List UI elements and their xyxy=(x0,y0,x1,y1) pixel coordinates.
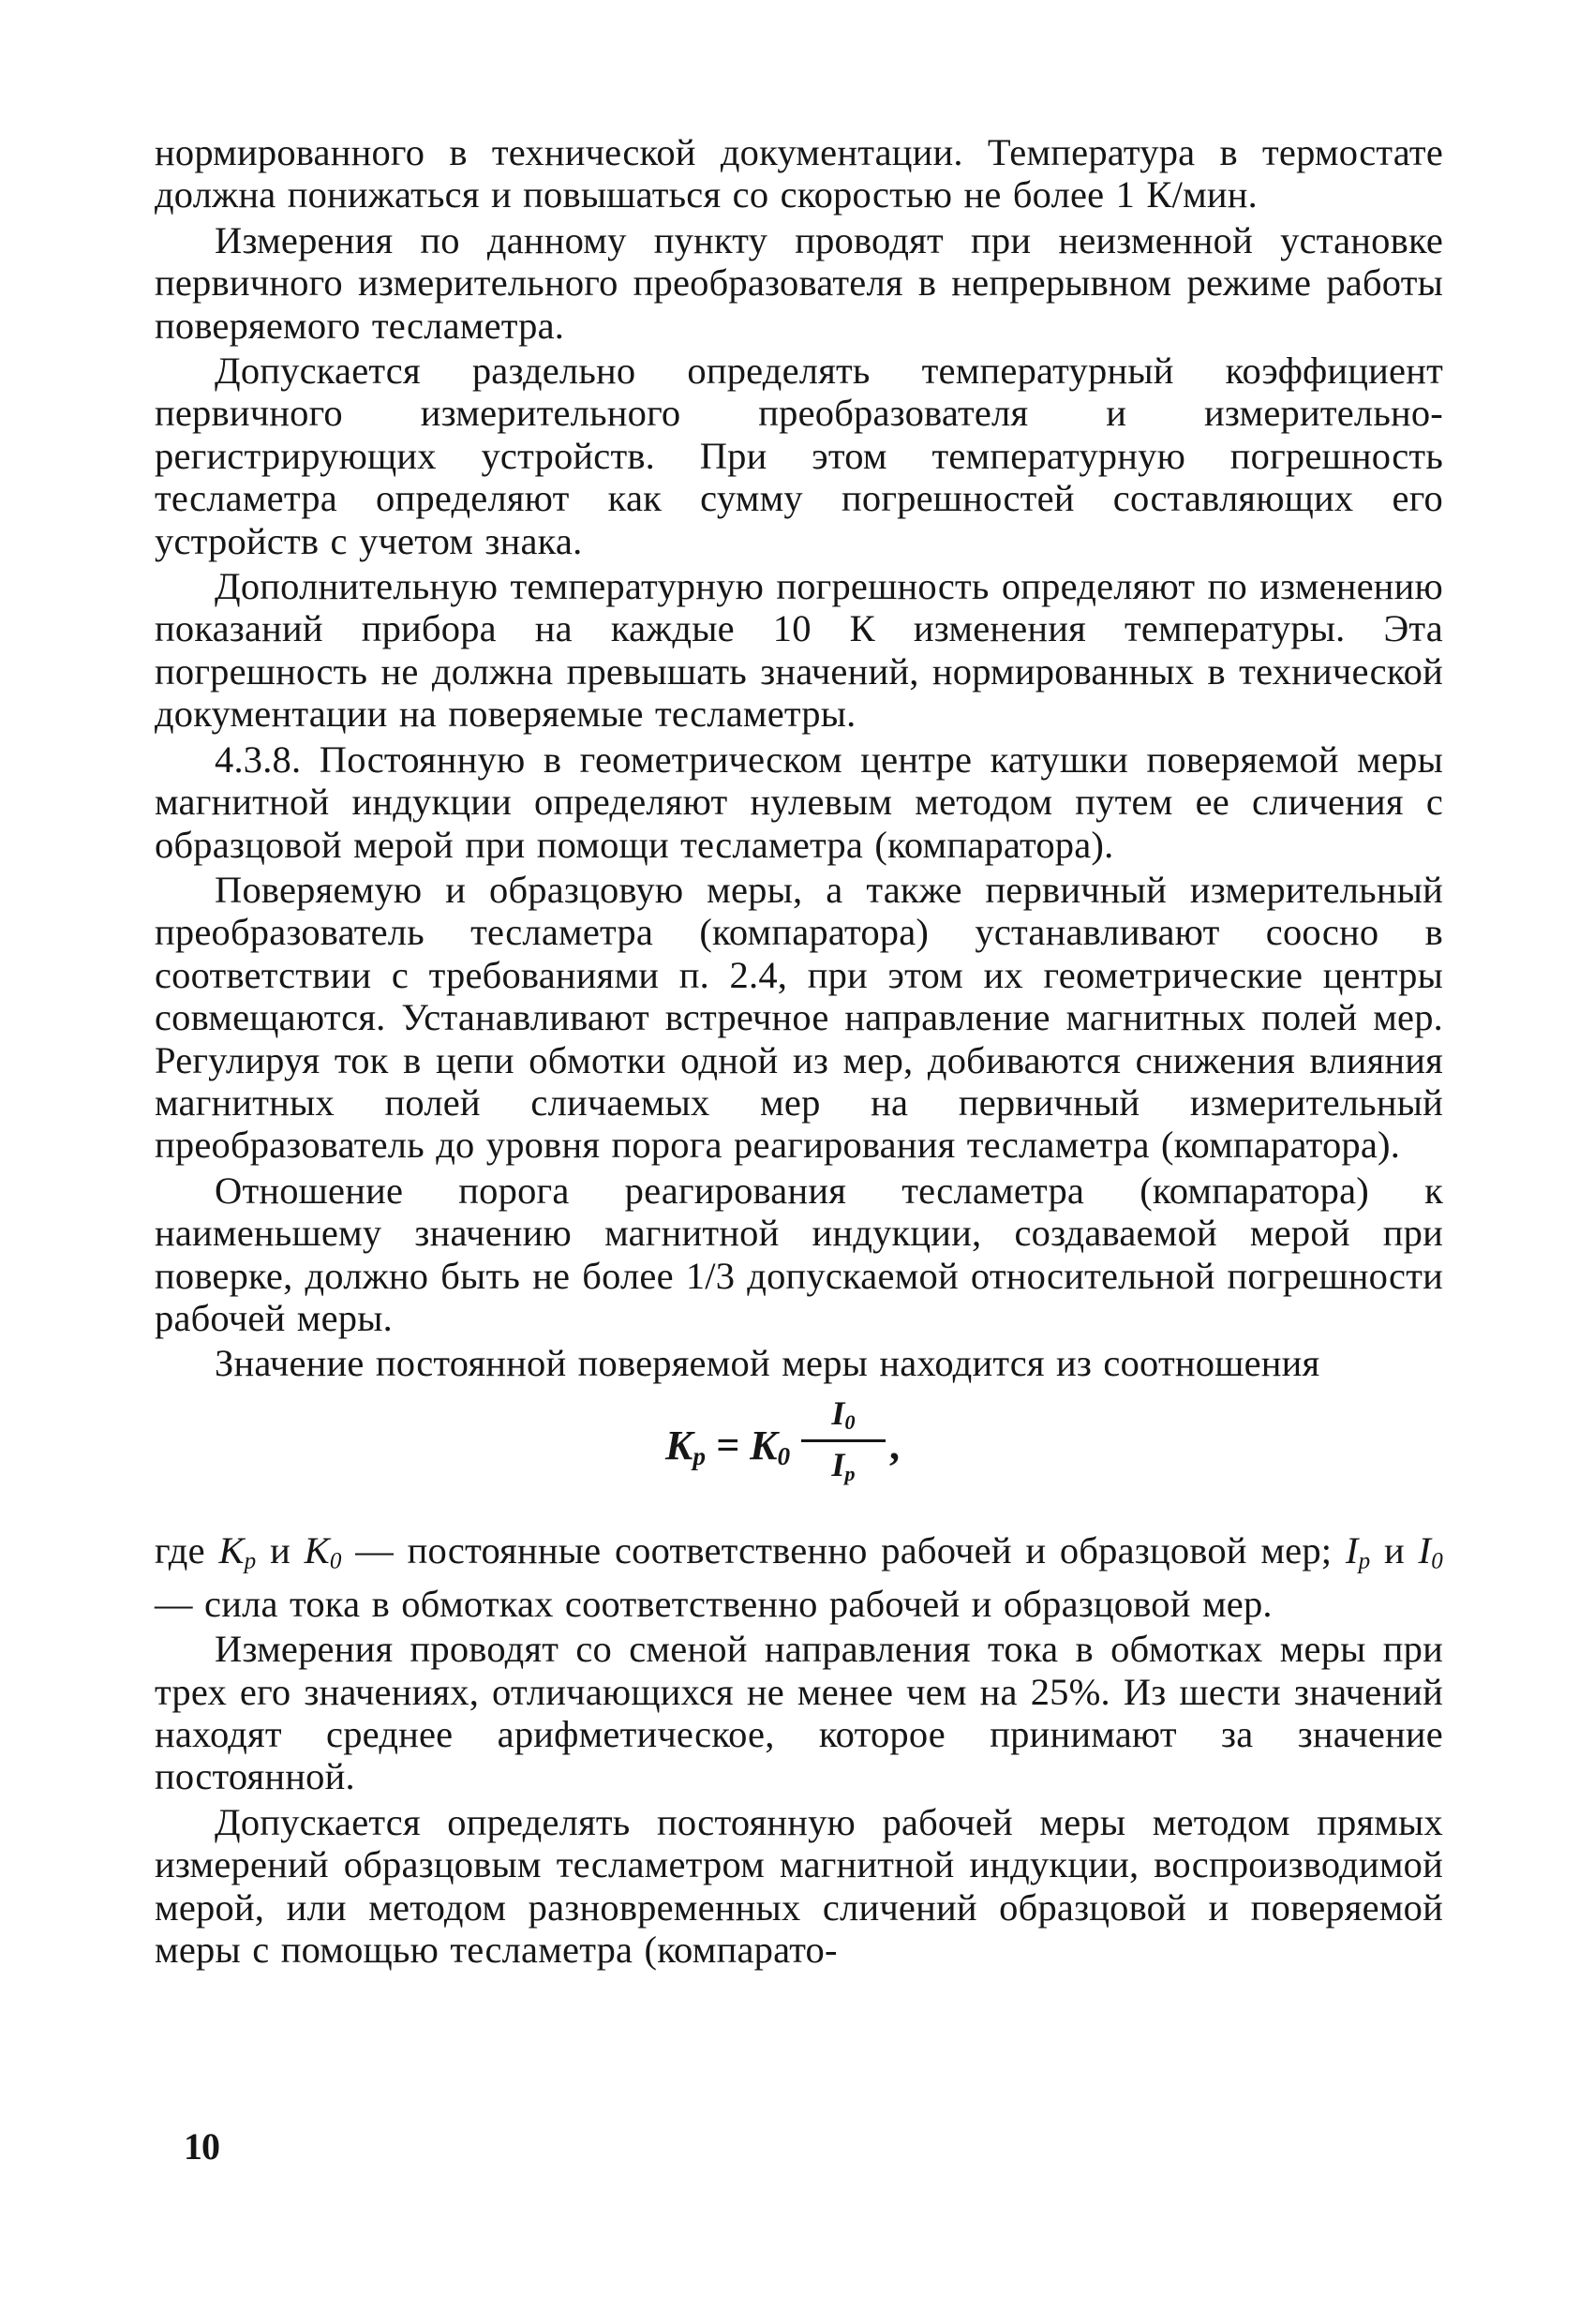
paragraph-formula-intro: Значение постоянной поверяемой меры находится из соотношения xyxy=(215,1342,1320,1385)
paragraph-installation: Поверяемую и образцовую меры, а также первичный измерительный преобразователь тесламетра (компаратора) устанавливают соосно в соответствии с требованиями п. 2.4, при этом их геометрические центры совмещаются. Устанавливают встречное направление магнитных полей мер. Регулируя ток в цепи обмотки одной из мер, добиваются снижения влияния магнитных полей сличаемых мер на первичный измерительный преобразователь до уровня порога реагирования тесламетра (компаратора). xyxy=(155,868,1443,1167)
paragraph-temperature-coefficient: Допускается раздельно определять температурный коэффициент первичного измерительного преобразователя и измерительно-регистрирующих устройств. При этом температурную погрешность тесламетра определяют как сумму погрешностей составляющих его устройств с учетом знака. xyxy=(155,350,1443,562)
formula-fraction xyxy=(801,1394,886,1493)
formula-denominator: $I_р$ xyxy=(831,1445,856,1485)
paragraph-current-direction: Измерения проводят со сменой направления тока в обмотках меры при трех его значениях, отличающихся не менее чем на 25%. Из шести значений находят среднее арифметическое, которое принимают за значение постоянной. xyxy=(155,1628,1443,1798)
formula-constant xyxy=(155,1394,1443,1514)
paragraph-direct-measurement: Допускается определять постоянную рабочей меры методом прямых измерений образцовым тесламетром магнитной индукции, воспроизводимой мерой, или методом разновременных сличений образцовой и поверяемой меры с помощью тесламетра (компарато- xyxy=(155,1800,1443,1971)
paragraph-additional-error: Дополнительную температурную погрешность определяют по изменению показаний прибора на каждые 10 К изменения температуры. Эта погрешность не должна превышать значений, нормированных в технической документации на поверяемые тесламетры. xyxy=(155,565,1443,736)
formula-left-side: $K_р = K_0$ xyxy=(665,1422,791,1470)
formula-comma: , xyxy=(889,1422,900,1468)
paragraph-measurement-setup: Измерения по данному пункту проводят при неизменной установке первичного измерительного преобразователя в непрерывном режиме работы поверяемого тесламетра. xyxy=(155,218,1443,347)
paragraph-continuation: нормированного в технической документации. Температура в термостате должна понижаться и повышаться со скоростью не более 1 К/мин. xyxy=(155,131,1443,216)
fraction-bar xyxy=(801,1439,886,1442)
formula-numerator: $I_0$ xyxy=(831,1393,856,1434)
paragraph-threshold-ratio: Отношение порога реагирования тесламетра (компаратора) к наименьшему значению магнитной индукции, создаваемой мерой при поверке, должно быть не более 1/3 допускаемой относительной погрешности рабочей меры. xyxy=(155,1169,1443,1339)
page-number: 10 xyxy=(184,2125,219,2168)
document-page xyxy=(155,131,1443,1974)
paragraph-formula-legend: где $K_р$ и $K_0$ — постоянные соответственно рабочей и образцовой мер; $I_р$ и $I_0$ — сила тока в обмотках соответственно рабочей и образцовой мер. xyxy=(155,1528,1443,1625)
paragraph-section-4-3-8: 4.3.8. Постоянную в геометрическом центре катушки поверяемой меры магнитной индукции определяют нулевым методом путем ее сличения с образцовой мерой при помощи тесламетра (компаратора). xyxy=(155,737,1443,866)
